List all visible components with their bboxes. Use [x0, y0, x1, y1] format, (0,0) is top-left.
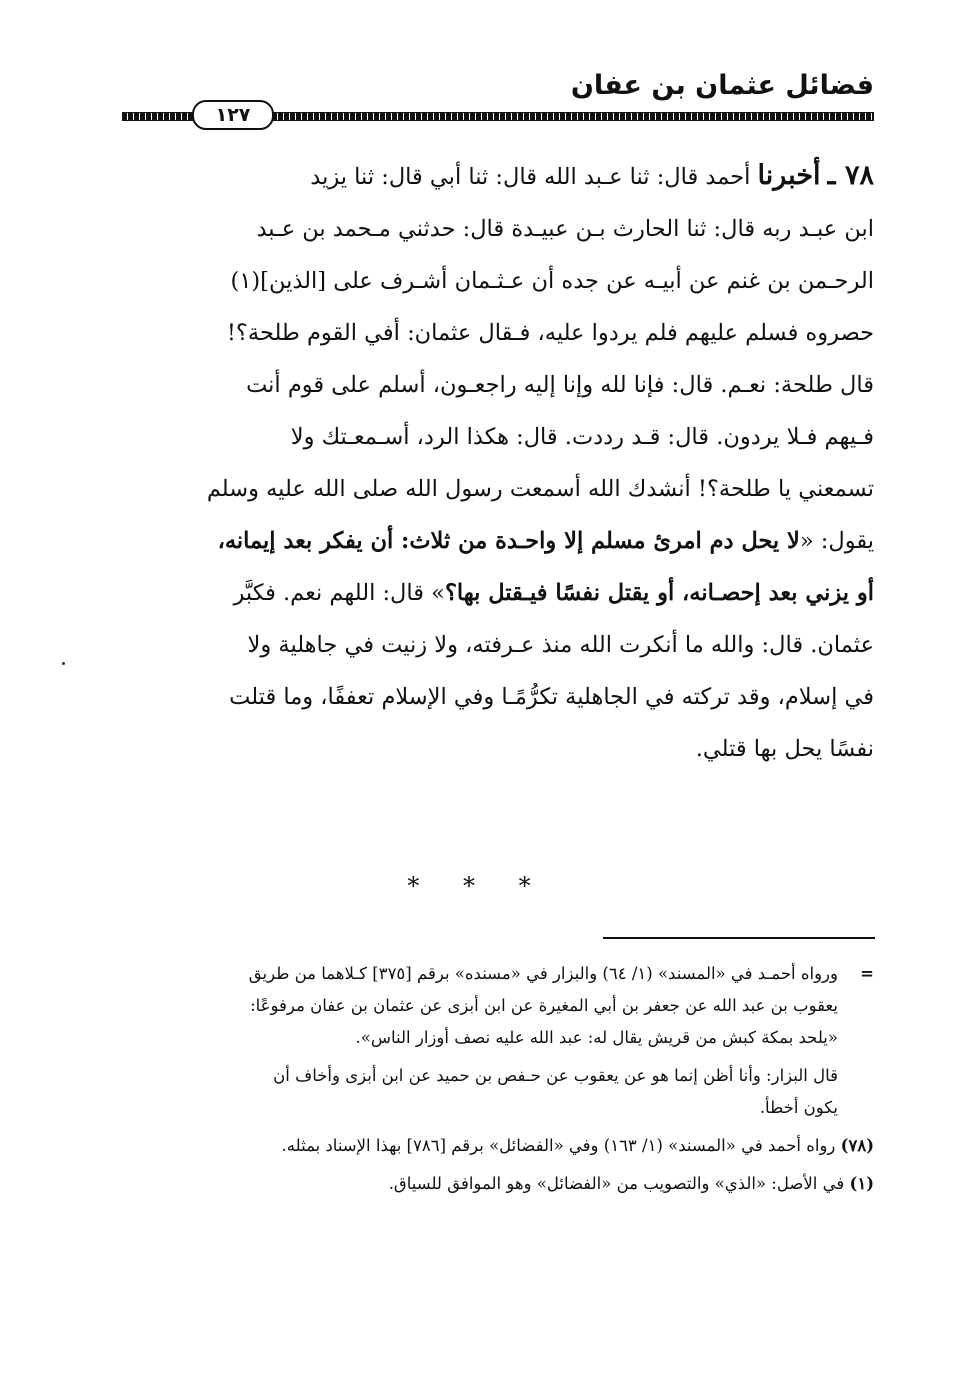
footnote-line: يعقوب بن عبد الله عن جعفر بن أبي المغيرة عن ابن أبزى عن عثمان بن عفان مرفوعًا: [250, 996, 838, 1015]
hadith-line [122, 150, 874, 203]
hadith-line [122, 515, 874, 567]
hadith-line-text: أحمد قال: ثنا عـبد الله قال: ثنا أبي قال: ثنا يزيد [310, 164, 751, 190]
running-title: فضائل عثمان بن عفان [570, 70, 874, 101]
footnote-continuation [122, 958, 874, 1054]
section-separator: * * * [407, 872, 549, 900]
hadith-lead-word: أخبرنا [757, 160, 821, 191]
page-header [122, 70, 874, 130]
hadith-line-text: » قال: اللهم نعم. فكبَّر [233, 580, 445, 606]
footnote-line: قال البزار: وأنا أظن إنما هو عن يعقوب عن حـفص بن حميد عن ابن أبزى وأخاف أن [273, 1066, 838, 1085]
footnotes [122, 958, 874, 1200]
hadith-line: تسمعني يا طلحة؟! أنشدك الله أسمعت رسول الله صلى الله عليه وسلم [206, 476, 874, 502]
hadith-line: عثمان. قال: والله ما أنكرت الله منذ عـرفته، ولا زنيت في جاهلية ولا [247, 632, 874, 658]
hadith-body [122, 150, 874, 775]
hadith-line: فـيهم فـلا يردون. قال: قـد رددت. قال: هكذا الرد، أسـمعـتك ولا [290, 424, 874, 450]
scan-speck [62, 662, 65, 665]
footnote-rule [603, 937, 875, 939]
footnote-bazzar-note [122, 1060, 874, 1124]
footnote-number: (١) [849, 1174, 874, 1193]
prophetic-text: لا يحل دم امرئ مسلم إلا واحـدة من ثلاث: أن يفكر بعد إيمانه، [217, 528, 800, 554]
hadith-line [122, 567, 874, 619]
footnote-number: (٧٨) [840, 1136, 874, 1155]
footnote-item [122, 1168, 874, 1200]
footnote-text: رواه أحمد في «المسند» (١/ ١٦٣) وفي «الفضائل» برقم [٧٨٦] بهذا الإسناد بمثله. [281, 1136, 836, 1155]
hadith-line: قال طلحة: نعـم. قال: فإنا لله وإنا إليه راجعـون، أسلم على قوم أنت [246, 372, 874, 398]
hadith-line: في إسلام، وقد تركته في الجاهلية تكرُّمًـا وفي الإسلام تعففًا، وما قتلت [229, 684, 874, 710]
footnote-line: يكون أخطأ. [759, 1098, 838, 1117]
footnote-text: في الأصل: «الذي» والتصويب من «الفضائل» وهو الموافق للسياق. [388, 1174, 845, 1193]
hadith-line: نفسًا يحل بها قتلي. [695, 736, 874, 762]
footnote-item [122, 1130, 874, 1162]
prophetic-text: أو يزني بعد إحصـانه، أو يقتل نفسًا فيـقتل بها؟ [444, 580, 874, 606]
hadith-number: ٧٨ ـ [827, 160, 874, 191]
hadith-line: حصروه فسلم عليهم فلم يردوا عليه، فـقال عثمان: أفي القوم طلحة؟! [226, 320, 874, 346]
footnote-line: ورواه أحمـد في «المسند» (١/ ٦٤) والبزار في «مسنده» برقم [٣٧٥] كـلاهما من طريق [248, 964, 838, 983]
hadith-line: ابن عبـد ربه قال: ثنا الحارث بـن عبيـدة قال: حدثني مـحمد بن عـبد [256, 216, 874, 242]
footnote-line: «يلحد بمكة كبش من قريش يقال له: عبد الله عليه نصف أوزار الناس». [355, 1028, 838, 1047]
continuation-marker: = [860, 964, 874, 983]
hadith-line-text: يقول: « [799, 528, 874, 554]
page-number: ١٢٧ [192, 100, 274, 130]
hadith-line: الرحـمن بن غنم عن أبيـه عن جده أن عـثـمان أشـرف على [الذين](١) [230, 268, 874, 294]
